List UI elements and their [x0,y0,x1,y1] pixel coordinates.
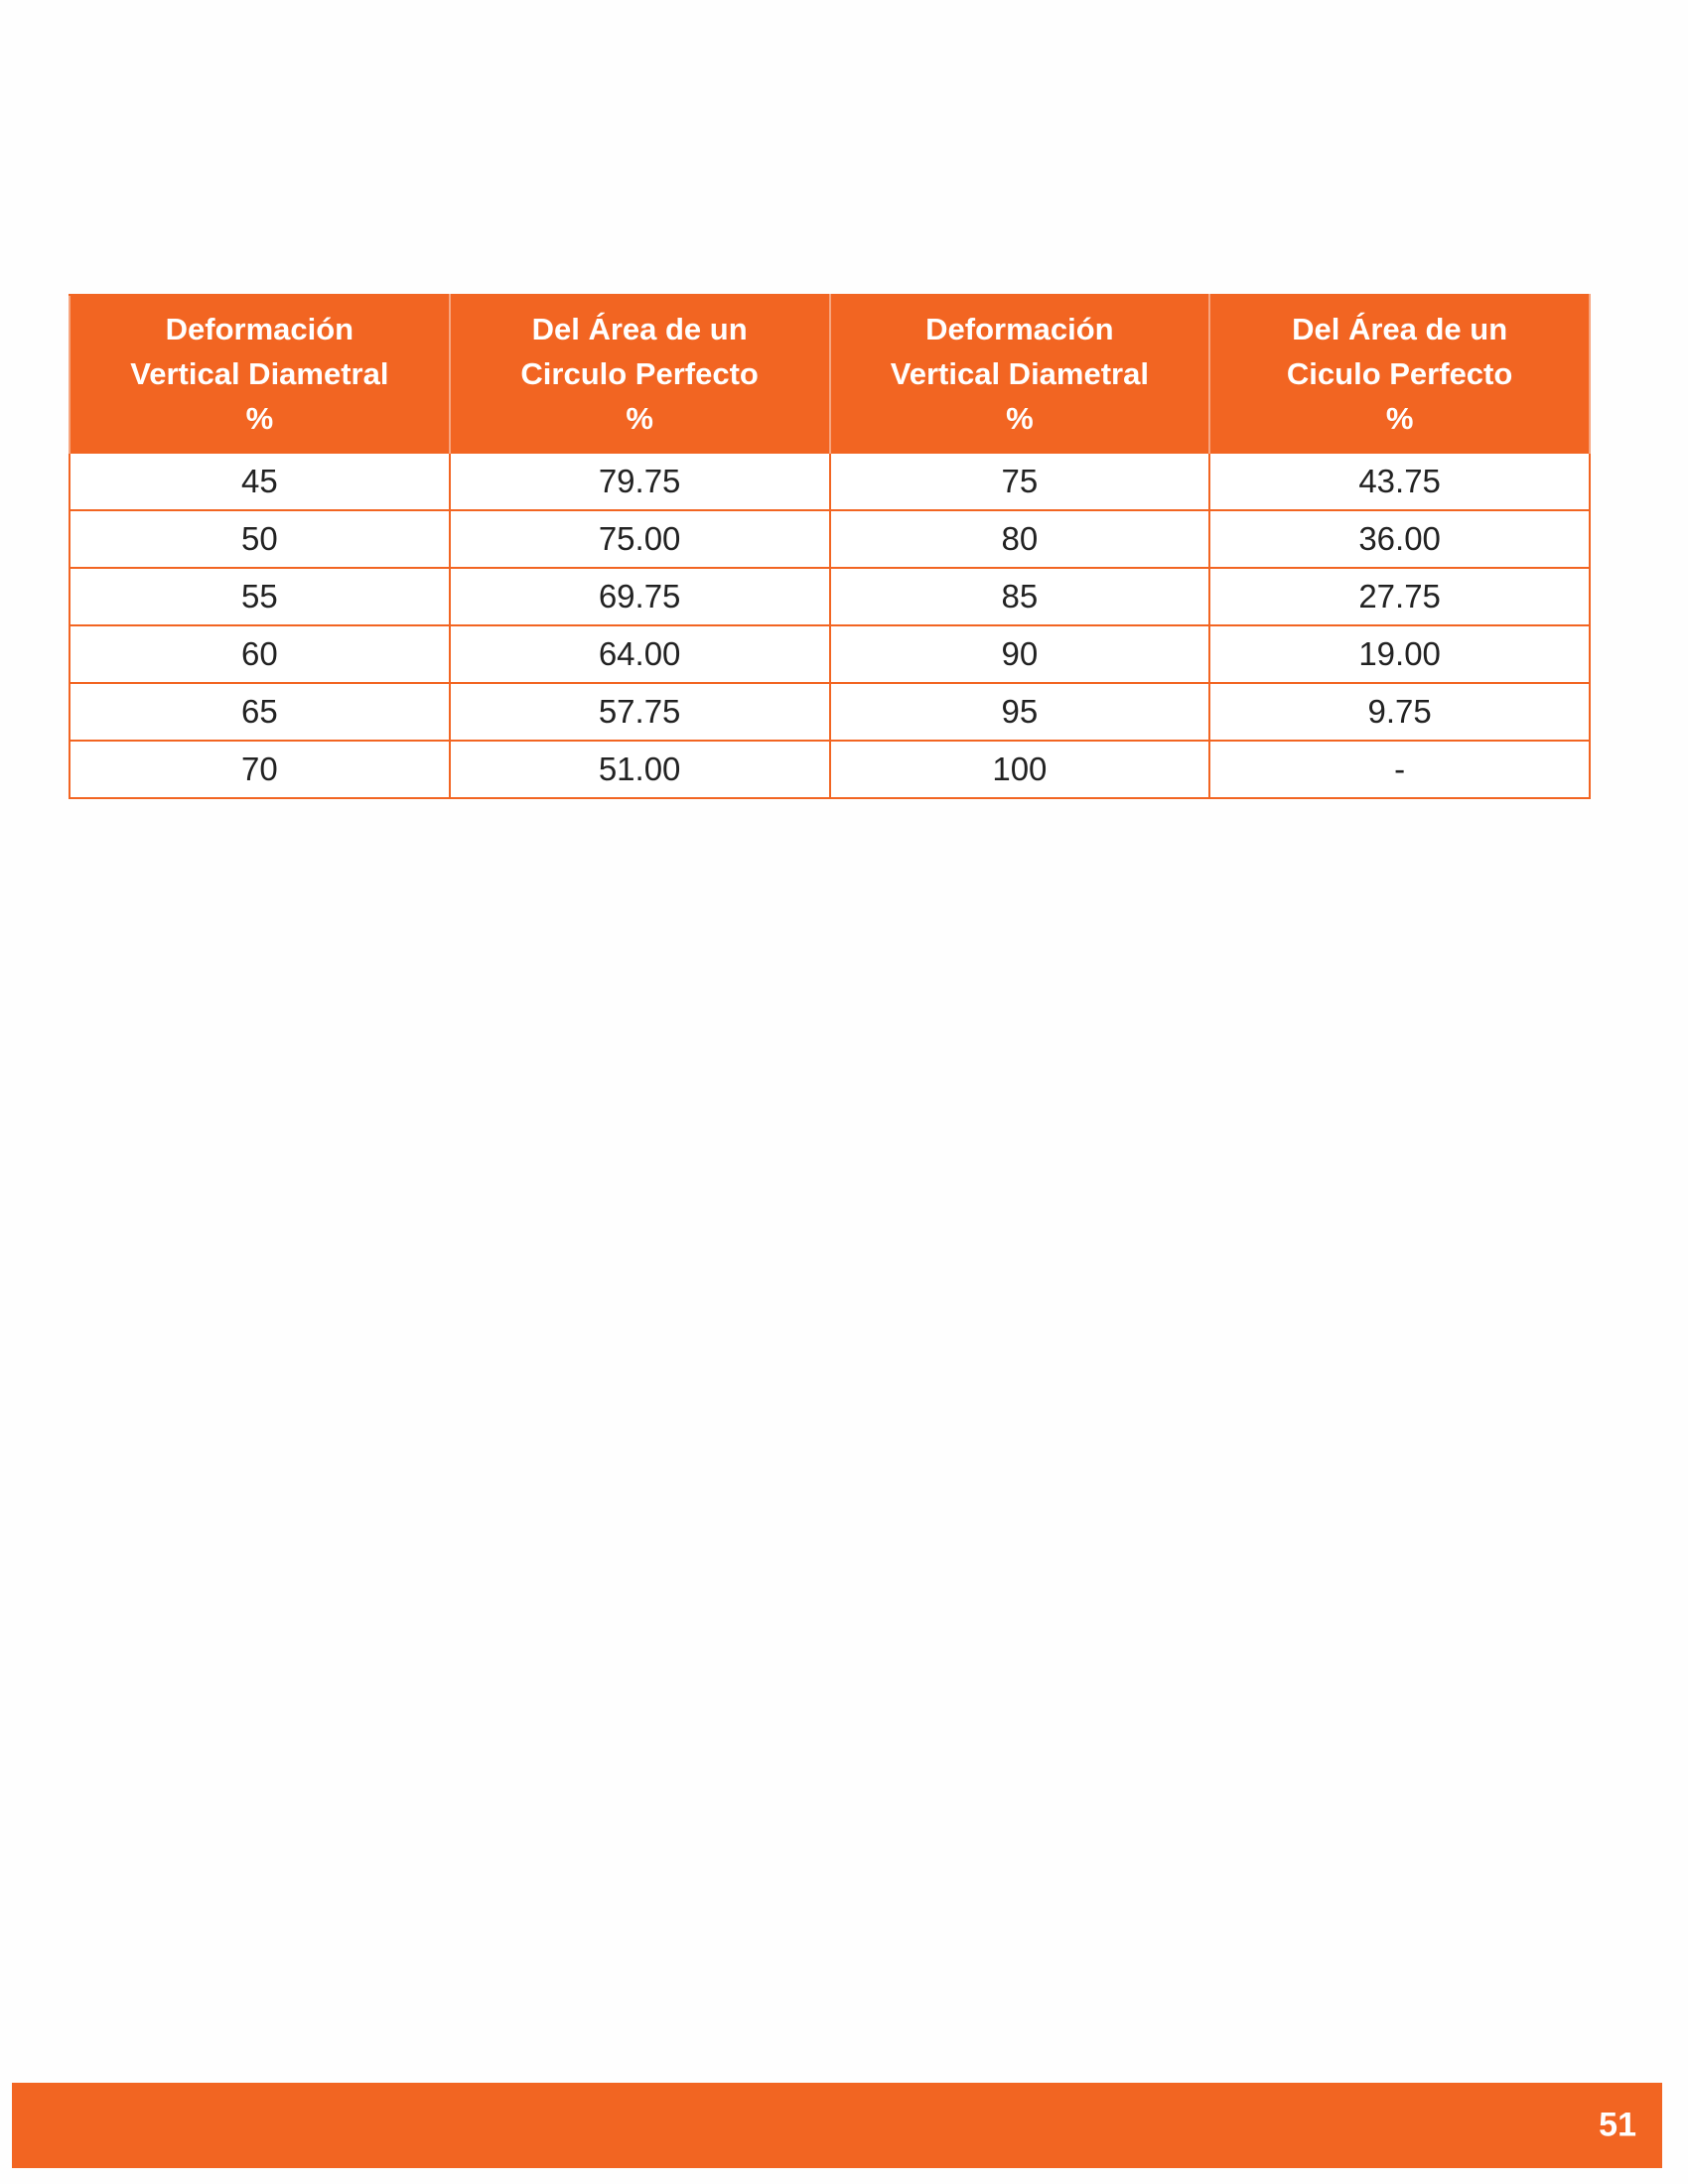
header-line: Deformación [165,312,354,346]
table-cell: 19.00 [1209,625,1590,683]
table-cell: 60 [70,625,450,683]
table-cell: 69.75 [450,568,830,625]
footer-bar [12,2083,1662,2168]
header-line: Ciculo Perfecto [1286,356,1513,391]
header-line: Vertical Diametral [890,356,1149,391]
header-line: % [1385,401,1414,436]
table-cell: 36.00 [1209,510,1590,568]
header-deformacion-2 [830,295,1210,453]
table-cell: 27.75 [1209,568,1590,625]
header-line: Del Área de un [1292,312,1508,346]
header-line: % [245,401,274,436]
header-line: % [626,401,653,436]
table-cell: 65 [70,683,450,741]
table-cell: 75.00 [450,510,830,568]
header-deformacion-1 [70,295,450,453]
table-header-row [70,295,1590,453]
table-row [70,453,1590,510]
table-cell: 100 [830,741,1210,798]
header-line: Vertical Diametral [130,356,389,391]
table-cell: 64.00 [450,625,830,683]
table-cell: 43.75 [1209,453,1590,510]
table-cell: 85 [830,568,1210,625]
table-cell: 57.75 [450,683,830,741]
header-area-2 [1209,295,1590,453]
table-cell: 55 [70,568,450,625]
table-cell: 79.75 [450,453,830,510]
table-cell: 70 [70,741,450,798]
header-line: Deformación [925,312,1114,346]
deformation-area-table [69,294,1591,799]
table-row [70,683,1590,741]
header-line: % [1006,401,1034,436]
table-row [70,510,1590,568]
table-row [70,568,1590,625]
page-number: 51 [1599,2106,1636,2144]
table-cell: 45 [70,453,450,510]
table-cell: - [1209,741,1590,798]
header-line: Circulo Perfecto [520,356,759,391]
header-area-1 [450,295,830,453]
table-row [70,625,1590,683]
table-cell: 75 [830,453,1210,510]
table-cell: 9.75 [1209,683,1590,741]
table-cell: 50 [70,510,450,568]
table-row [70,741,1590,798]
table-cell: 80 [830,510,1210,568]
table-cell: 95 [830,683,1210,741]
table-cell: 51.00 [450,741,830,798]
header-line: Del Área de un [531,312,748,346]
table-cell: 90 [830,625,1210,683]
